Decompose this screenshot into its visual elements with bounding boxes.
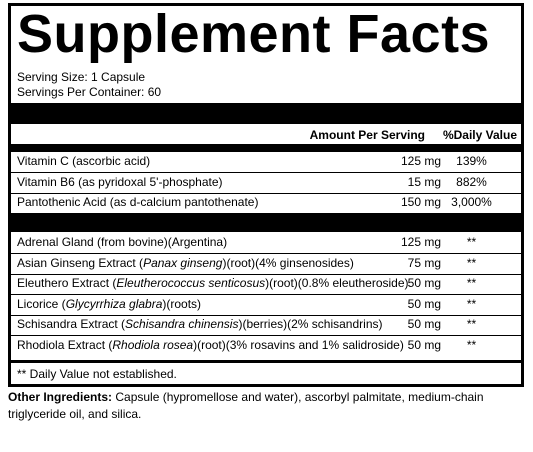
ingredient-amount: 75 mg [407, 256, 441, 270]
serving-size: Serving Size: 1 Capsule [17, 70, 146, 84]
ingredient-name: Asian Ginseng Extract (Panax ginseng)(root)(4% ginsenosides) [17, 256, 354, 270]
thick-divider-bottom [11, 360, 521, 363]
nutrient-name: Vitamin C (ascorbic acid) [17, 154, 151, 168]
nutrient-amount: 125 mg [400, 154, 441, 168]
ingredient-amount: 50 mg [407, 338, 441, 352]
nutrient-amount: 150 mg [400, 195, 441, 209]
ingredient-name: Schisandra Extract (Schisandra chinensis)(berries)(2% schisandrins) [17, 317, 383, 331]
nutrient-daily-value: 882% [456, 175, 487, 189]
ingredient-row [11, 233, 521, 253]
ingredient-name: Licorice (Glycyrrhiza glabra)(roots) [17, 297, 202, 311]
thick-divider-middle [11, 213, 521, 232]
ingredient-row [11, 295, 521, 315]
nutrient-row [11, 173, 521, 193]
ingredient-name: Rhodiola Extract (Rhodiola rosea)(root)(3% rosavins and 1% salidroside) [17, 338, 404, 352]
ingredient-row [11, 336, 521, 356]
nutrient-name: Vitamin B6 (as pyridoxal 5'-phosphate) [17, 175, 223, 189]
thick-divider-top [11, 103, 521, 124]
ingredient-row [11, 315, 521, 335]
ingredient-amount: 50 mg [407, 276, 441, 290]
supplement-facts-panel [8, 3, 524, 387]
ingredient-amount: 125 mg [400, 235, 441, 249]
ingredient-daily-value: ** [466, 297, 477, 311]
servings-per-container: Servings Per Container: 60 [17, 85, 162, 99]
other-ingredients-label: Other Ingredients: [8, 390, 113, 404]
nutrient-daily-value: 139% [456, 154, 487, 168]
ingredient-amount: 50 mg [407, 317, 441, 331]
nutrient-row [11, 193, 521, 213]
ingredient-amount: 50 mg [407, 297, 441, 311]
nutrient-name: Pantothenic Acid (as d-calcium pantothenate) [17, 195, 259, 209]
nutrient-daily-value: 3,000% [451, 195, 492, 209]
other-ingredients [8, 389, 524, 423]
ingredient-row [11, 274, 521, 294]
ingredient-daily-value: ** [466, 235, 477, 249]
footnote: ** Daily Value not established. [17, 367, 177, 381]
nutrient-row [11, 152, 521, 172]
ingredient-daily-value: ** [466, 256, 477, 270]
panel-title: Supplement Facts [17, 4, 491, 64]
ingredient-daily-value: ** [466, 276, 477, 290]
daily-value-header: %Daily Value [442, 128, 517, 142]
ingredient-name: Eleuthero Extract (Eleutherococcus senticosus)(root)(0.8% eleutheroside) [17, 276, 409, 290]
amount-per-serving-header: Amount Per Serving [309, 128, 425, 142]
ingredient-daily-value: ** [466, 317, 477, 331]
ingredient-row [11, 254, 521, 274]
other-ingredients-text: Capsule (hypromellose and water), ascorbyl palmitate, medium-chain triglyceride oil, and silica. [8, 390, 484, 421]
thick-divider-header [11, 144, 521, 152]
ingredient-name: Adrenal Gland (from bovine)(Argentina) [17, 235, 228, 249]
ingredient-daily-value: ** [466, 338, 477, 352]
nutrient-amount: 15 mg [407, 175, 441, 189]
